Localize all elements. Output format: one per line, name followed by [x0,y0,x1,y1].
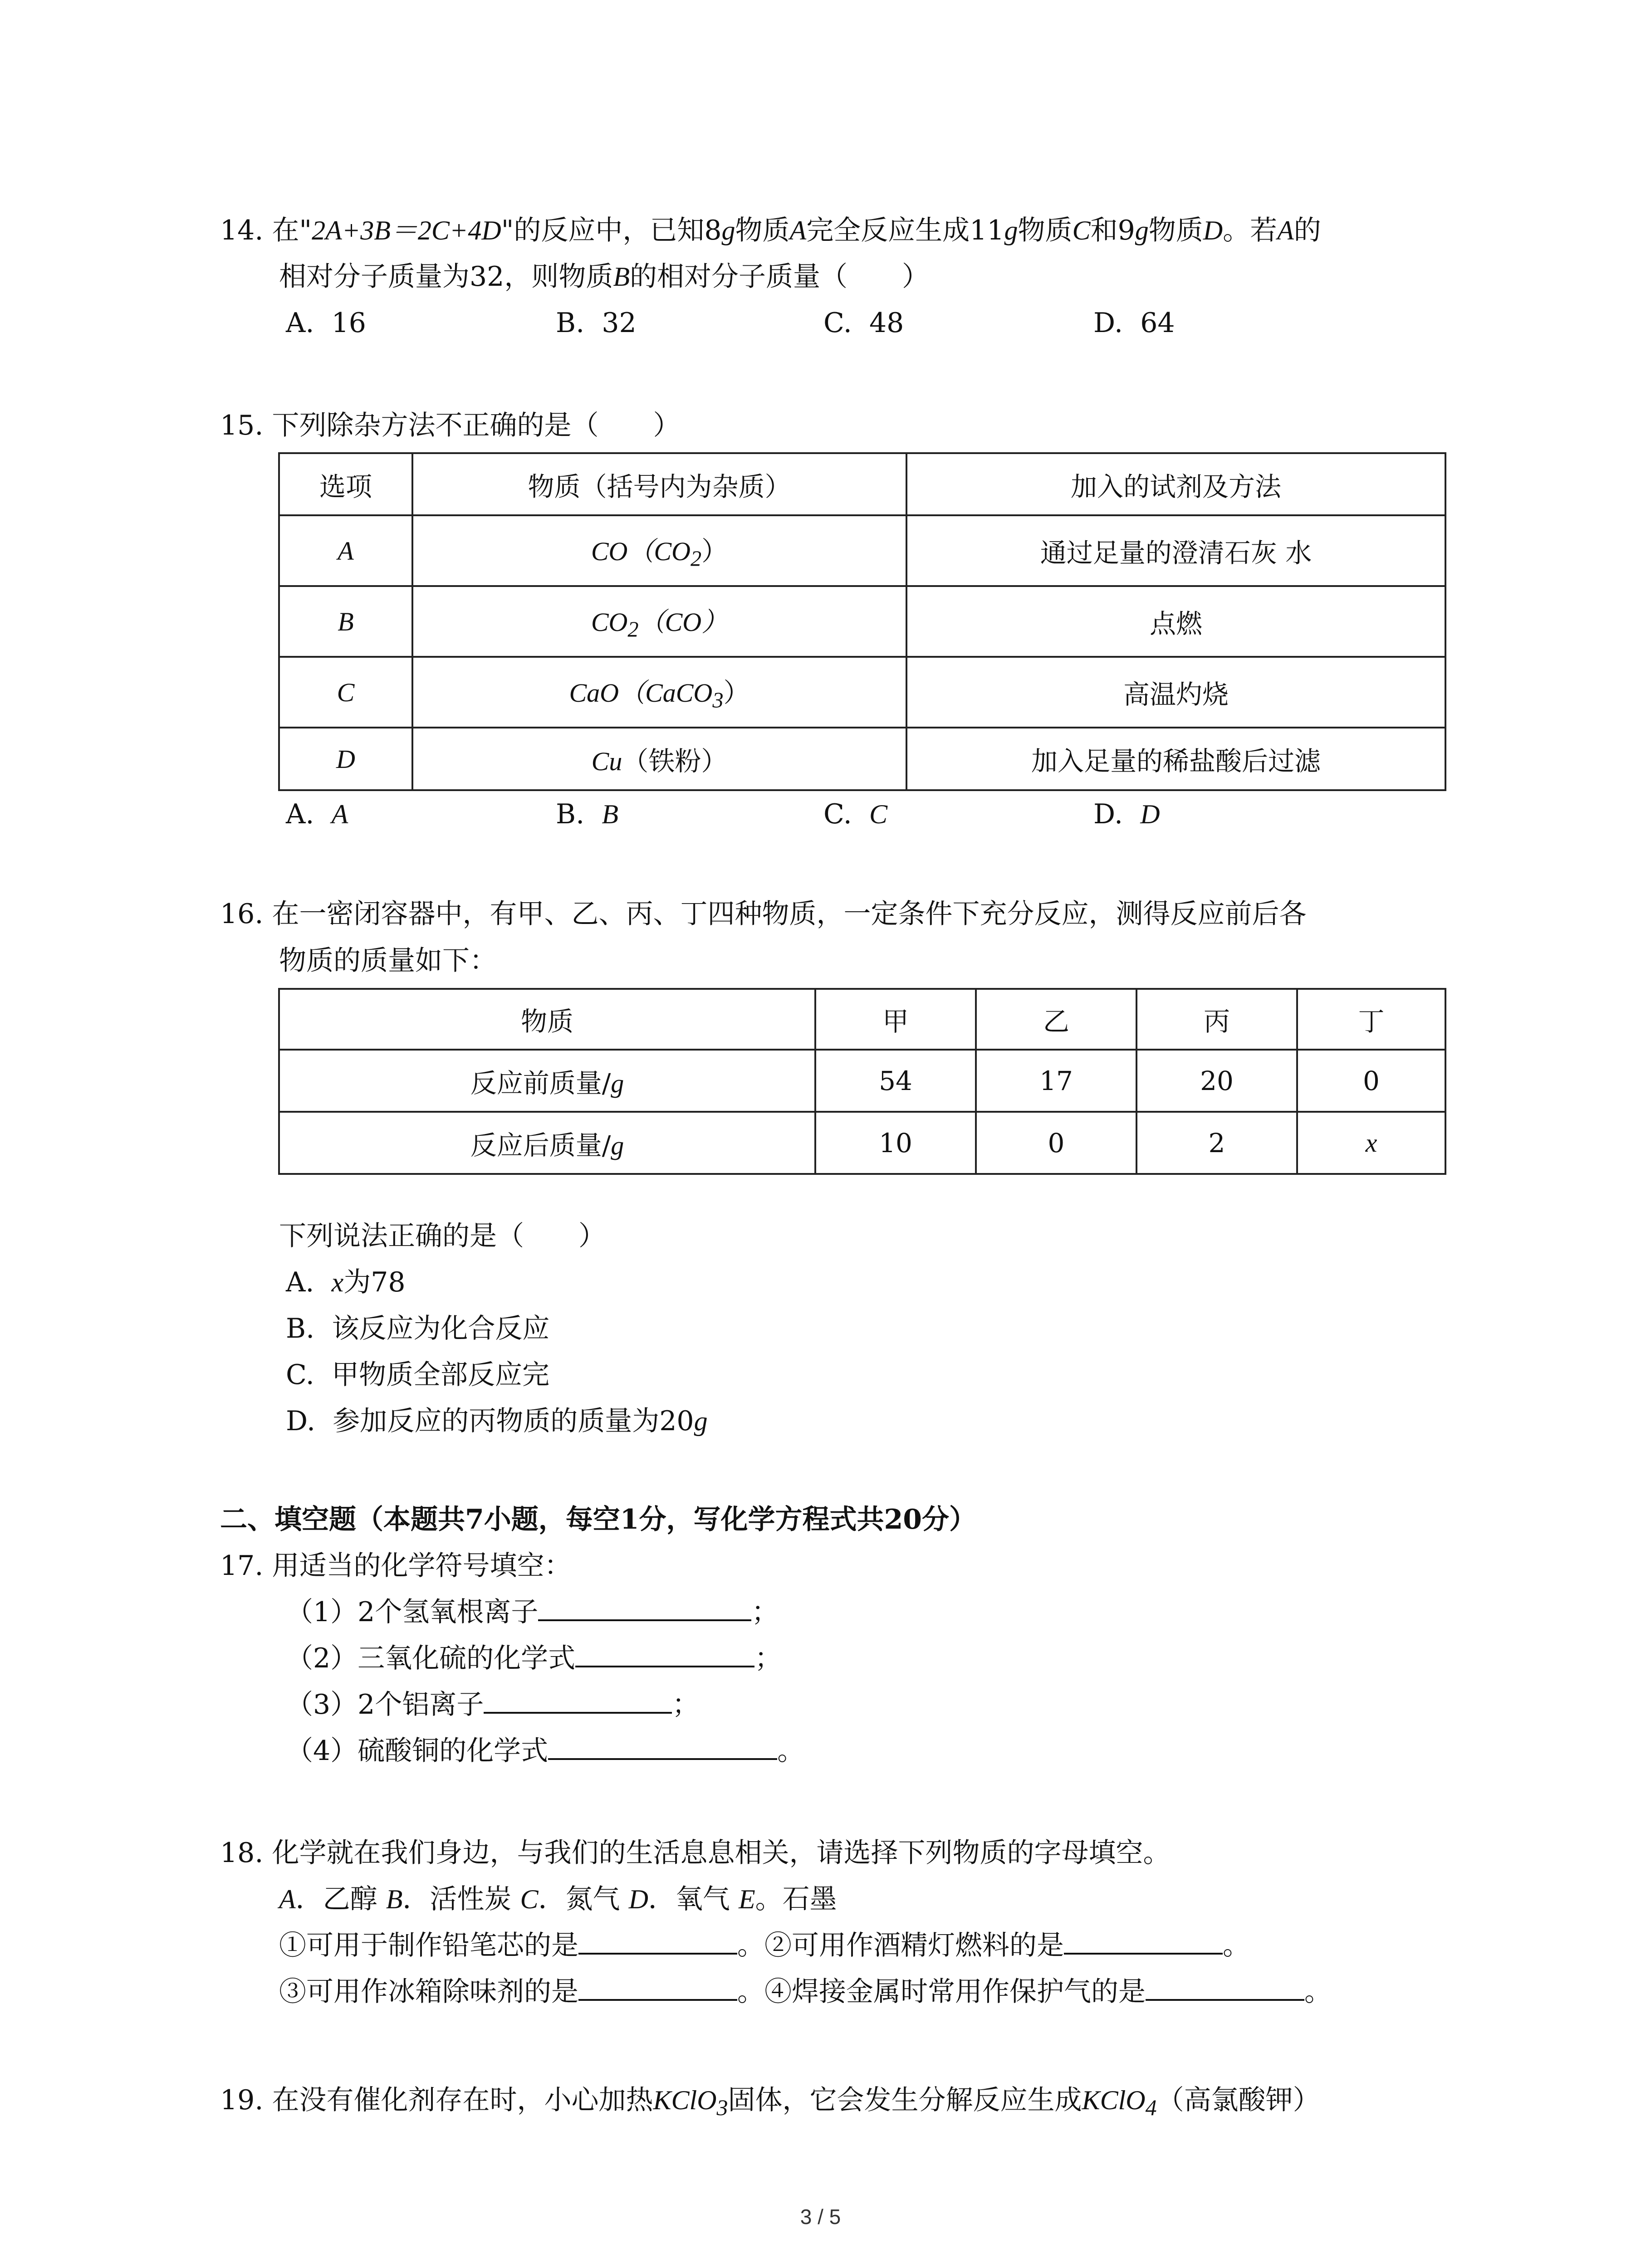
page-number: 3 / 5 [800,2205,841,2229]
table-cell: $CO_2(CO)$ [412,586,906,657]
q15-number: 15. [220,410,264,441]
q16-number: 16. [220,898,264,930]
q14-option-a[interactable]: A. 16 [286,307,366,339]
answer-blank[interactable] [1146,1974,1304,2001]
q18-row-2: ③可用作冰箱除味剂的是 。④焊接金属时常用作保护气的是 。 [279,1974,1332,2010]
answer-blank[interactable] [578,1974,737,2001]
q14-number: 14. [220,215,264,246]
q18-choices: A．乙醇 B．活性炭 C．氮气 D．氧气 E。石墨 [279,1883,837,1915]
table-header-cell: 加入的试剂及方法 [906,453,1445,515]
q14-option-c[interactable]: C. 48 [823,307,904,339]
answer-blank[interactable] [484,1686,672,1714]
answer-blank[interactable] [575,1640,754,1667]
table-row: D Cu（铁粉） 加入足量的稀盐酸后过滤 [279,728,1445,790]
q16-stem: 下列说法正确的是（ ） [279,1220,606,1252]
q17-item-3: （3）2个铝离子 ； [286,1686,699,1723]
table-row: A $CO(CO_2)$ 通过足量的澄清石灰 水 [279,515,1445,586]
q16-option-a[interactable]: A. x为78 [286,1266,406,1298]
q14-line1: 14. 在"2A+3B＝2C+4D"的反应中，已知8g物质A完全反应生成11g物质C和9g物质D。若A的 [220,215,1321,246]
q17-number: 17. [220,1550,264,1582]
q17-item-2: （2）三氧化硫的化学式 ； [286,1640,782,1677]
table-row: 反应后质量/g 10 0 2 x [279,1112,1445,1174]
table-row: B $CO_2(CO)$ 点燃 [279,586,1445,657]
answer-blank[interactable] [578,1927,737,1955]
answer-blank[interactable] [538,1594,751,1621]
q14-option-d[interactable]: D. 64 [1093,307,1175,339]
table-header-row: 物质 甲 乙 丙 丁 [279,989,1445,1050]
q19-line1: 19. 在没有催化剂存在时，小心加热KClO$_3$固体，它会发生分解反应生成KClO$_4$（高氯酸钾） [220,2084,1320,2120]
q15-option-d[interactable]: D. D [1093,798,1160,830]
table-header-cell: 选项 [279,453,412,515]
table-header-cell: 物质（括号内为杂质） [412,453,906,515]
q16-line2: 物质的质量如下： [279,945,497,977]
q18-row-1: ①可用于制作铅笔芯的是 。②可用作酒精灯燃料的是 。 [279,1927,1250,1964]
table-row: C CaO（CaCO$_3$） 高温灼烧 [279,657,1445,728]
table-cell: $CO(CO_2)$ [412,515,906,586]
q15-stem: 15. 下列除杂方法不正确的是（ ） [220,410,681,441]
q18-stem: 18. 化学就在我们身边，与我们的生活息息相关，请选择下列物质的字母填空。 [220,1837,1171,1869]
q16-table [278,988,1446,1175]
q17-item-4: （4）硫酸铜的化学式 。 [286,1733,804,1769]
table-cell: CaO（CaCO$_3$） [412,657,906,728]
q14-line2: 相对分子质量为32，则物质B的相对分子质量（ ） [279,261,930,293]
q16-option-b[interactable]: B. 该反应为化合反应 [286,1313,550,1344]
q16-line1: 16. 在一密闭容器中，有甲、乙、丙、丁四种物质，一定条件下充分反应，测得反应前后各 [220,898,1307,930]
table-row: 反应前质量/g 54 17 20 0 [279,1050,1445,1112]
q19-number: 19. [220,2084,264,2116]
q15-option-c[interactable]: C. C [823,798,888,830]
q16-option-c[interactable]: C. 甲物质全部反应完 [286,1359,549,1391]
q14-equation: 2A+3B＝2C+4D [312,215,501,245]
q15-option-a[interactable]: A. A [286,798,348,830]
answer-blank[interactable] [548,1733,777,1760]
q17-stem: 17. 用适当的化学符号填空： [220,1550,572,1582]
q16-option-d[interactable]: D. 参加反应的丙物质的质量为20g [286,1405,708,1437]
q14-option-b[interactable]: B. 32 [556,307,637,339]
q18-number: 18. [220,1837,264,1869]
answer-blank[interactable] [1064,1927,1223,1955]
table-cell: Cu（铁粉） [412,728,906,790]
q15-option-b[interactable]: B. B [556,798,618,830]
q15-table [278,452,1446,791]
section-title: 二、填空题（本题共7小题，每空1分，写化学方程式共20分） [220,1504,976,1535]
table-header-row [279,453,1445,515]
q17-item-1: （1）2个氢氧根离子 ； [286,1594,779,1630]
